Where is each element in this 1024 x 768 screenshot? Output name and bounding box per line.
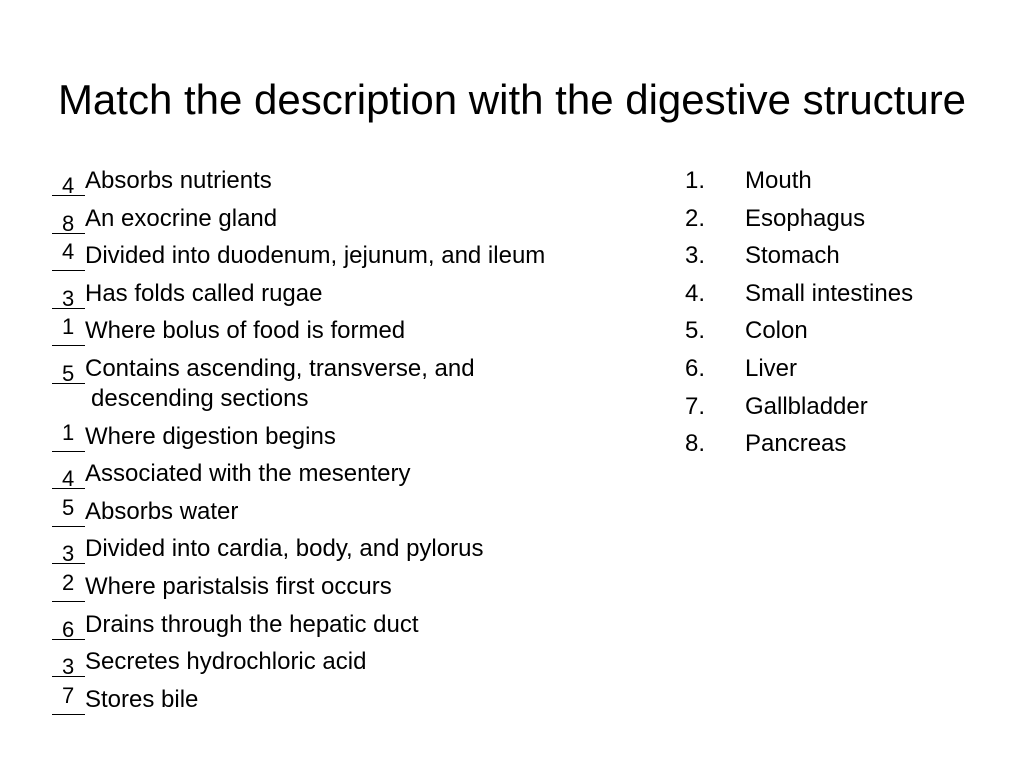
structure-number: 6. <box>685 354 706 382</box>
answer-value: 3 <box>62 654 75 680</box>
answer-blank <box>52 494 85 527</box>
answer-value: 5 <box>62 494 75 520</box>
structure-item <box>685 354 1005 384</box>
description-list <box>52 166 652 722</box>
description-item <box>52 204 652 234</box>
answer-value: 4 <box>62 466 75 492</box>
structure-item <box>685 429 1005 459</box>
structure-name: Mouth <box>745 167 812 194</box>
description-item <box>52 610 652 640</box>
structure-number: 5. <box>685 317 706 345</box>
structure-item <box>685 392 1005 422</box>
answer-blank <box>52 569 85 602</box>
description-item <box>52 419 652 452</box>
answer-blank <box>52 534 85 567</box>
description-item <box>52 534 652 567</box>
structure-name: Stomach <box>745 242 840 270</box>
description-text: Absorbs nutrients <box>85 167 272 194</box>
answer-blank <box>52 682 85 715</box>
description-text: Divided into duodenum, jejunum, and ileum <box>85 242 546 270</box>
description-text: Where bolus of food is formed <box>85 317 406 345</box>
description-item <box>52 494 652 527</box>
answer-blank <box>52 204 85 234</box>
structure-item <box>685 241 1005 271</box>
slide-title: Match the description with the digestive structure <box>57 76 967 123</box>
answer-value: 7 <box>62 682 75 708</box>
structure-list <box>685 166 1005 467</box>
answer-blank <box>52 610 85 640</box>
description-text: Secretes hydrochloric acid <box>85 648 367 676</box>
answer-blank <box>52 279 85 309</box>
description-item <box>52 647 652 680</box>
description-text <box>85 355 652 414</box>
answer-value: 2 <box>62 569 75 595</box>
description-text: Where digestion begins <box>85 422 336 450</box>
answer-value: 1 <box>62 314 75 340</box>
description-text: Stores bile <box>85 685 199 713</box>
answer-value: 6 <box>62 616 75 642</box>
description-item <box>52 682 652 715</box>
answer-blank <box>52 419 85 452</box>
answer-value: 3 <box>62 541 75 567</box>
description-item <box>52 569 652 602</box>
answer-value: 4 <box>62 239 75 265</box>
description-text: Has folds called rugae <box>85 279 323 307</box>
structure-name: Gallbladder <box>745 392 868 420</box>
description-text: Absorbs water <box>85 497 239 525</box>
answer-blank <box>52 316 85 346</box>
description-text: Divided into cardia, body, and pylorus <box>85 535 484 563</box>
answer-blank <box>52 354 85 384</box>
answer-value: 3 <box>62 285 75 311</box>
structure-name: Esophagus <box>745 204 866 232</box>
answer-blank <box>52 166 85 196</box>
structure-item <box>685 166 1005 196</box>
description-item <box>52 241 652 271</box>
structure-name: Liver <box>745 354 798 382</box>
description-item <box>52 316 652 346</box>
answer-blank <box>52 647 85 680</box>
structure-item <box>685 279 1005 309</box>
answer-value: 5 <box>62 360 75 386</box>
structure-number: 1. <box>685 167 706 194</box>
description-text: Associated with the mesentery <box>85 460 411 488</box>
structure-name: Colon <box>745 317 808 345</box>
description-text: An exocrine gland <box>85 204 278 232</box>
structure-name: Pancreas <box>745 430 847 458</box>
description-text: Where paristalsis first occurs <box>85 572 392 600</box>
structure-number: 7. <box>685 392 706 420</box>
structure-number: 3. <box>685 242 706 270</box>
answer-value: 1 <box>62 419 75 445</box>
structure-number: 8. <box>685 430 706 458</box>
description-item <box>52 279 652 309</box>
description-item <box>52 354 652 414</box>
description-line-1: Contains ascending, transverse, and <box>85 354 475 382</box>
answer-value: 8 <box>62 210 75 236</box>
structure-number: 2. <box>685 204 706 232</box>
description-line-2: descending sections <box>91 384 309 412</box>
answer-blank <box>52 459 85 492</box>
description-item <box>52 459 652 492</box>
answer-blank <box>52 241 85 271</box>
structure-number: 4. <box>685 279 706 307</box>
description-text: Drains through the hepatic duct <box>85 610 419 638</box>
description-item <box>52 166 652 196</box>
structure-name: Small intestines <box>745 279 914 307</box>
structure-item <box>685 204 1005 234</box>
structure-item <box>685 316 1005 346</box>
answer-value: 4 <box>62 173 75 198</box>
